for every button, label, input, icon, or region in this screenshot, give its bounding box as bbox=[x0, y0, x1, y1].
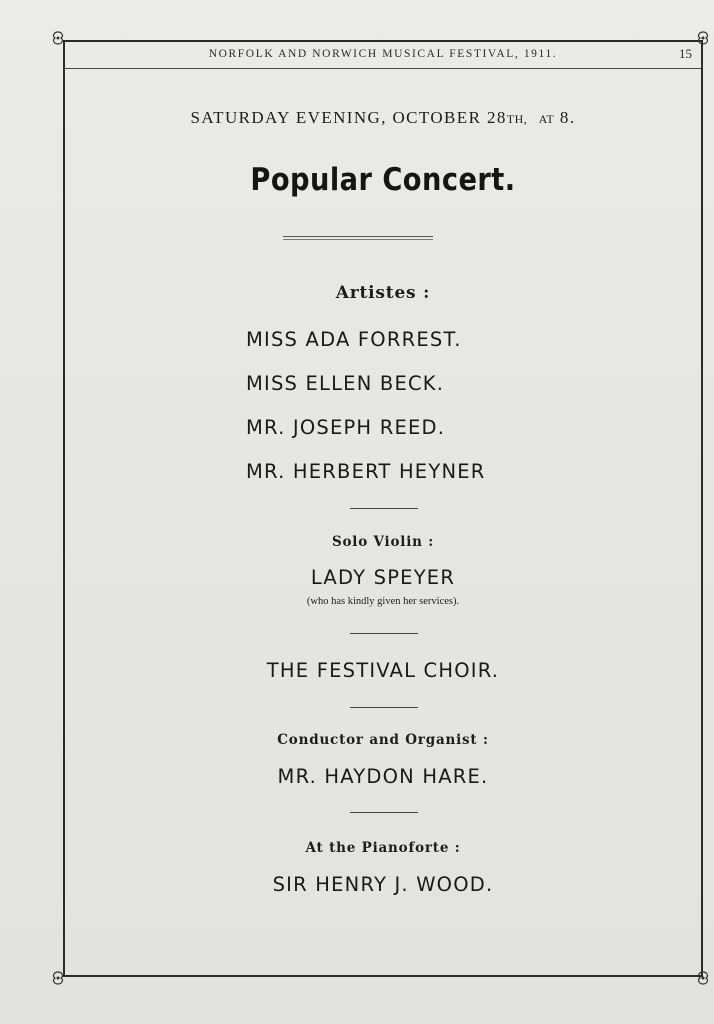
corner-ornament-icon bbox=[695, 30, 711, 46]
artist-list bbox=[246, 327, 546, 503]
solo-violinist-name: LADY SPEYER bbox=[310, 566, 456, 589]
conductor-name: MR. HAYDON HARE. bbox=[277, 765, 489, 788]
artist-name: MR. JOSEPH REED. bbox=[246, 416, 446, 439]
event-date: SATURDAY EVENING, OCTOBER 28 bbox=[190, 108, 507, 127]
date-ordinal: TH, bbox=[506, 112, 528, 126]
artist-name: MISS ADA FORREST. bbox=[246, 328, 462, 351]
corner-ornament-icon bbox=[695, 970, 711, 986]
time-prefix: AT bbox=[538, 112, 555, 126]
event-date-line bbox=[63, 108, 703, 128]
title-divider bbox=[283, 236, 433, 237]
artist-name: MISS ELLEN BECK. bbox=[246, 372, 445, 395]
page-number: 15 bbox=[679, 46, 692, 61]
choir-name: THE FESTIVAL CHOIR. bbox=[266, 659, 500, 682]
pianist-name: SIR HENRY J. WOOD. bbox=[272, 873, 494, 896]
section-divider bbox=[350, 633, 418, 634]
corner-ornament-icon bbox=[50, 970, 66, 986]
event-time: 8. bbox=[559, 108, 576, 127]
artist-name: MR. HERBERT HEYNER bbox=[246, 460, 486, 483]
pianoforte-heading: At the Pianoforte : bbox=[305, 840, 461, 856]
section-divider bbox=[350, 812, 418, 813]
header-divider bbox=[65, 68, 701, 69]
artists-heading: Artistes : bbox=[335, 283, 431, 303]
conductor-heading: Conductor and Organist : bbox=[277, 732, 489, 748]
running-title: NORFOLK AND NORWICH MUSICAL FESTIVAL, 1911. bbox=[208, 48, 558, 60]
concert-title: Popular Concert. bbox=[250, 162, 516, 198]
corner-ornament-icon bbox=[50, 30, 66, 46]
section-divider bbox=[350, 707, 418, 708]
solo-note: (who has kindly given her services). bbox=[306, 596, 460, 607]
section-divider bbox=[350, 508, 418, 509]
solo-violin-heading: Solo Violin : bbox=[331, 534, 435, 550]
